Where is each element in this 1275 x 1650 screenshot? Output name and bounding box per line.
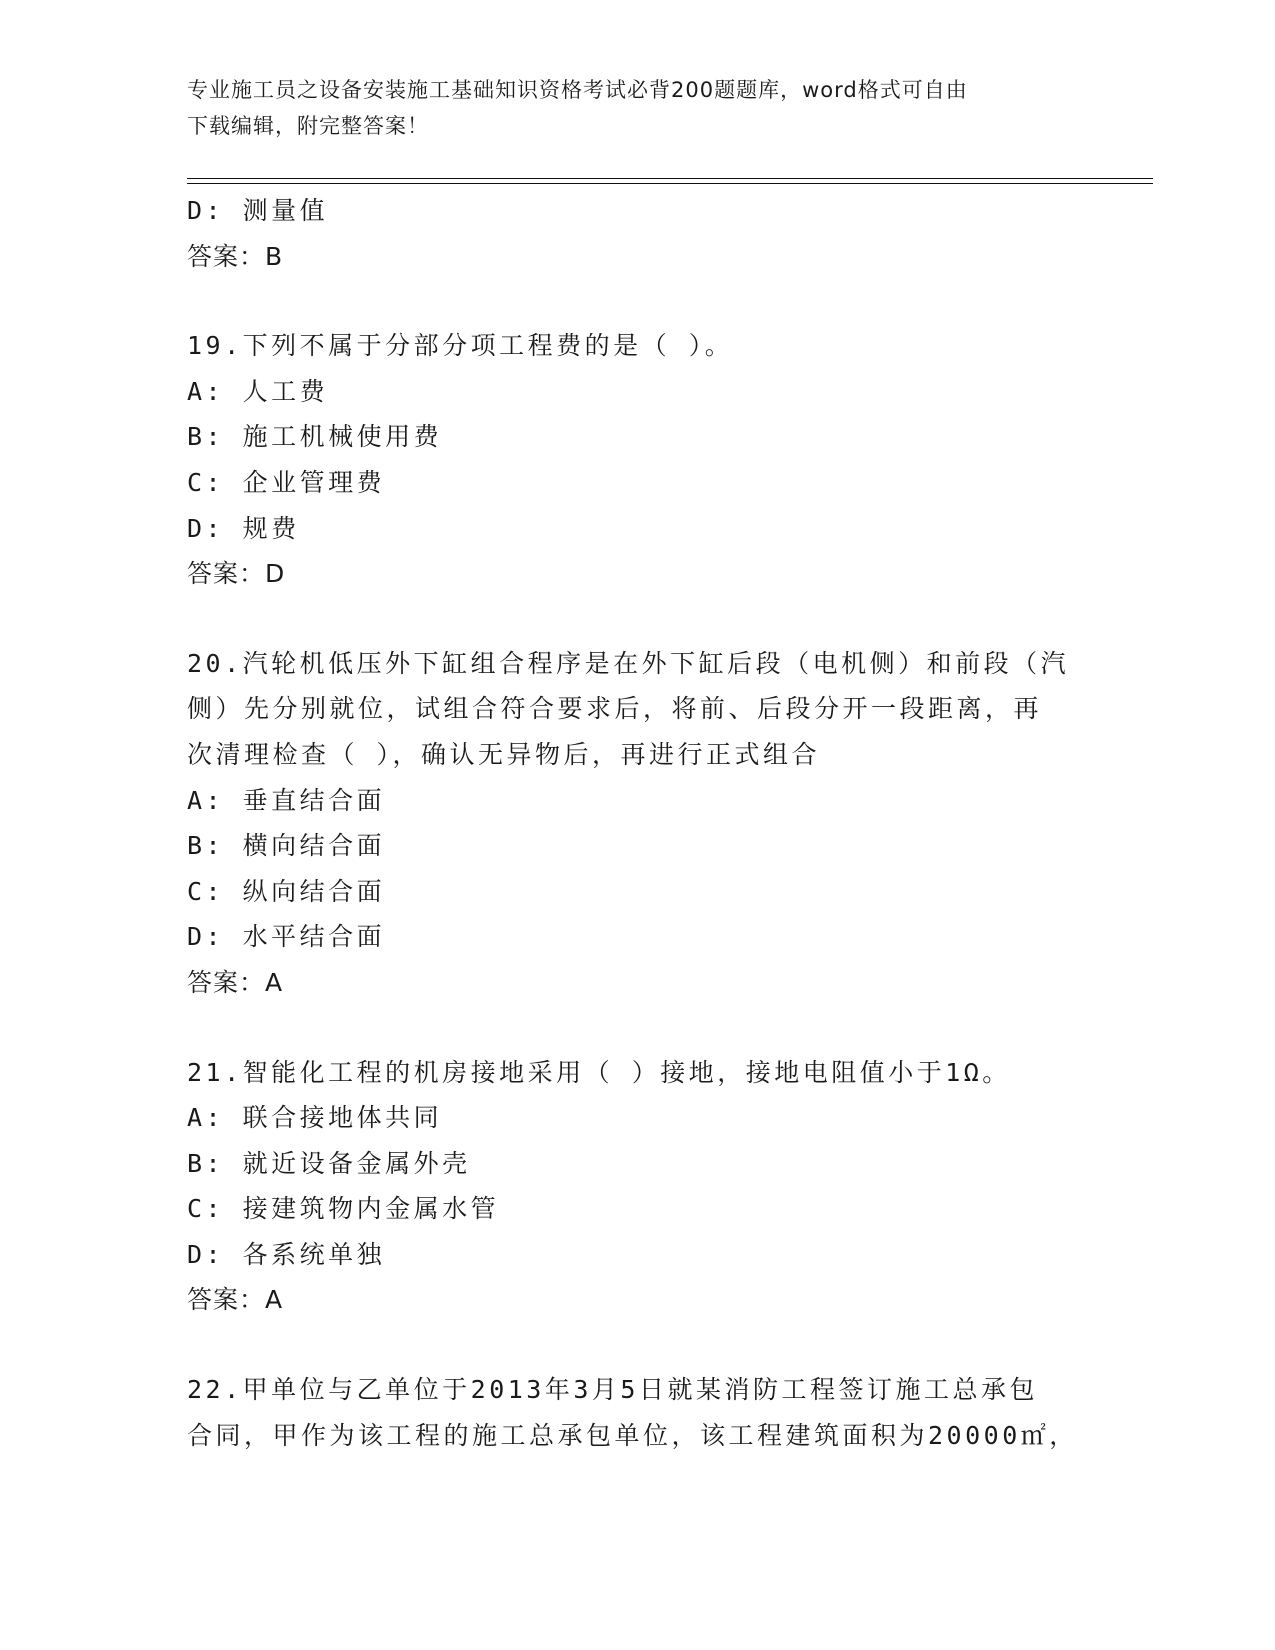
option-d: D: 测量值 (187, 196, 329, 225)
question-22 (187, 1367, 1087, 1458)
question-stem-line-3: 次清理检查（ ），确认无异物后，再进行正式组合 (187, 739, 821, 769)
question-21 (187, 1050, 1087, 1324)
option-d: D: 水平结合面 (187, 922, 386, 952)
answer: 答案：A (187, 967, 284, 997)
header-line-2: 下载编辑，附完整答案！ (187, 114, 429, 138)
option-d: D: 规费 (187, 513, 300, 543)
answer: 答案：D (187, 559, 286, 589)
question-stem-line-1: 22.甲单位与乙单位于2013年3月5日就某消防工程签订施工总承包 (187, 1375, 1038, 1405)
question-stem: 21.智能化工程的机房接地采用（ ）接地，接地电阻值小于1Ω。 (187, 1057, 1011, 1087)
answer: 答案：B (187, 241, 284, 271)
option-b: B: 施工机械使用费 (187, 422, 443, 452)
option-c: C: 接建筑物内金属水管 (187, 1194, 500, 1224)
question-gap (187, 597, 1087, 641)
question-gap (187, 279, 1087, 323)
option-a: A: 联合接地体共同 (187, 1103, 443, 1133)
option-a: A: 垂直结合面 (187, 785, 386, 815)
question-19 (187, 323, 1087, 597)
option-a: A: 人工费 (187, 376, 329, 406)
question-stem-line-1: 20.汽轮机低压外下缸组合程序是在外下缸后段（电机侧）和前段（汽 (187, 648, 1070, 678)
header-line-1: 专业施工员之设备安装施工基础知识资格考试必背200题题库，word格式可自由 (187, 78, 968, 102)
option-b: B: 就近设备金属外壳 (187, 1148, 471, 1178)
question-stem-line-2: 侧）先分别就位，试组合符合要求后，将前、后段分开一段距离，再 (187, 694, 1043, 724)
question-list (187, 188, 1087, 1458)
answer: 答案：A (187, 1285, 284, 1315)
option-c: C: 纵向结合面 (187, 876, 386, 906)
question-stem: 19.下列不属于分部分项工程费的是（ ）。 (187, 331, 734, 361)
header-divider-bottom (187, 183, 1153, 184)
option-b: B: 横向结合面 (187, 831, 386, 861)
header-divider-top (187, 178, 1153, 179)
question-gap (187, 1006, 1087, 1050)
option-c: C: 企业管理费 (187, 467, 386, 497)
question-gap (187, 1323, 1087, 1367)
question-20 (187, 641, 1087, 1006)
option-d: D: 各系统单独 (187, 1239, 386, 1269)
document-header (187, 72, 1067, 144)
question-stem-line-2: 合同，甲作为该工程的施工总承包单位，该工程建筑面积为20000㎡， (187, 1420, 1078, 1450)
